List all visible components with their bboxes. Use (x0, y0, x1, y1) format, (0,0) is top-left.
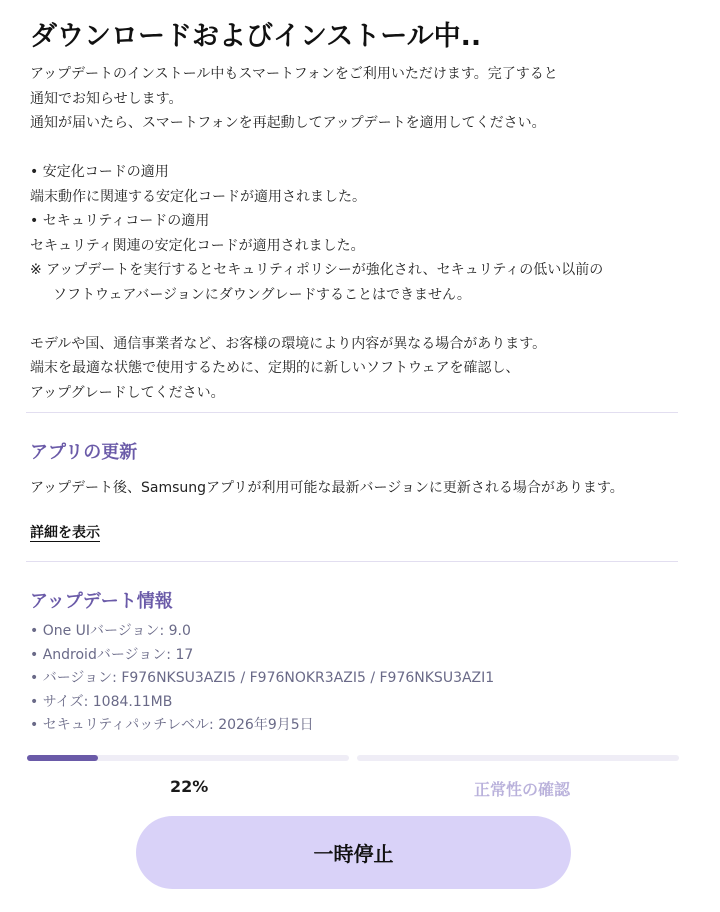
info-item-one-ui-version: • One UIバージョン: 9.0 (30, 623, 191, 639)
update-info-list (30, 620, 494, 738)
download-percent-label: 22% (170, 777, 209, 796)
section-divider (26, 561, 678, 562)
info-item-size: • サイズ: 1084.11MB (30, 693, 173, 710)
description-line: 通知が届いたら、スマートフォンを再起動してアップデートを適用してください。 (30, 115, 546, 131)
footer-line: アップグレードしてください。 (30, 384, 225, 401)
info-item-android-version: • Androidバージョン: 17 (30, 646, 194, 663)
section-divider (26, 412, 678, 413)
page-title: ダウンロードおよびインストール中.. (30, 21, 482, 52)
bullet-text-security: セキュリティ関連の安定化コードが適用されました。 (30, 237, 365, 254)
app-update-text: アップデート後、Samsungアプリが利用可能な最新バージョンに更新される場合があります。 (30, 480, 624, 496)
show-details-link[interactable]: 詳細を表示 (30, 525, 100, 541)
download-progress-fill (27, 755, 98, 761)
info-item-security-patch: • セキュリティパッチレベル: 2026年9月5日 (30, 717, 314, 733)
footer-line: 端末を最適な状態で使用するために、定期的に新しいソフトウェアを確認し、 (30, 360, 520, 376)
description-line: アップデートのインストール中もスマートフォンをご利用いただけます。完了すると (30, 66, 558, 82)
bullet-heading-stability: • 安定化コードの適用 (30, 164, 169, 180)
app-update-title: アプリの更新 (30, 442, 138, 463)
verify-progress-bar (357, 755, 679, 761)
download-progress-bar (27, 755, 349, 761)
security-note-line: ソフトウェアバージョンにダウングレードすることはできません。 (53, 286, 471, 303)
bullet-heading-security: • セキュリティコードの適用 (30, 213, 210, 229)
security-note-line: ※ アップデートを実行するとセキュリティポリシーが強化され、セキュリティの低い以前の (30, 262, 604, 278)
bullet-text-stability: 端末動作に関連する安定化コードが適用されました。 (30, 188, 366, 205)
verify-step-label: 正常性の確認 (474, 780, 571, 799)
info-item-build-version: • バージョン: F976NKSU3AZI5 / F976NOKR3AZI5 / F976NKSU3AZI1 (30, 670, 495, 686)
pause-button[interactable]: 一時停止 (136, 816, 571, 889)
update-description (30, 62, 680, 405)
update-info-title: アップデート情報 (30, 591, 173, 612)
footer-line: モデルや国、通信事業者など、お客様の環境により内容が異なる場合があります。 (30, 335, 547, 352)
description-line: 通知でお知らせします。 (30, 90, 183, 107)
